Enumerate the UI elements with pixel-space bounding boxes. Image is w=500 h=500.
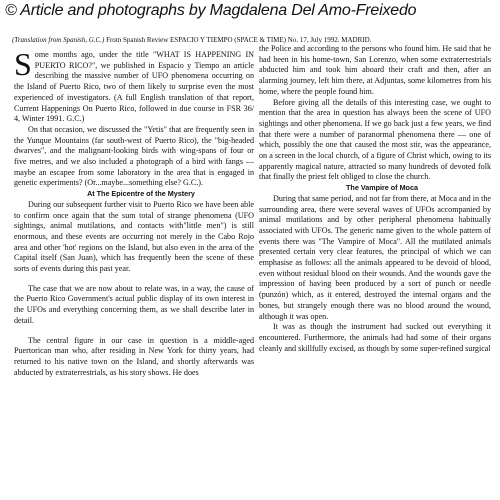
paragraph: It was as though the instrument had sucked out everything it encountered. Furthermore, the animals had had some of their organs cleanly and skillfully excised, as though by some super-refined surgical <box>259 322 491 353</box>
left-column <box>14 46 254 378</box>
section-heading: The Vampire of Moca <box>346 183 418 193</box>
paragraph: the Police and according to the persons who found him. He said that he had been in his home-town, San Lorenzo, when some extraterrestrials abducted him and took him aboard their craft and then, after an alarming journey, left him there, at Adjuntas, some kilometres from his home, where the people found him. <box>259 44 491 96</box>
intro-text: ome months ago, under the title "WHAT IS HAPPENING IN PUERTO RICO?", we published in Espacio y Tiempo an article describing the massive number of UFO phenomena occurring on the Island of Puerto Rico, two of them likely to surprise even the most experienced of investigators. (A full English translation of that report, Current Happenings On Puerto Rico, followed in due course in FSR 36/ 4, Winter 1991. G.C.) <box>14 50 254 124</box>
paragraph: The case that we are now about to relate was, in a way, the cause of the Puerto Rico Government's actual public display of its own interest in the UFOs and everything concerning them, as we shall describe later in detail. <box>14 283 254 325</box>
paragraph: The central figure in our case in question is a middle-aged Puertorican man who, after residing in New York for thirty years, had returned to his native town on the Island, and shortly afterwards was abducted by extraterrestrials, as his story shows. He does <box>14 335 254 377</box>
intro-paragraph <box>14 46 254 125</box>
section-heading: At The Epicentre of the Mystery <box>87 189 195 199</box>
right-column <box>259 44 491 354</box>
article-header: © Article and photographs by Magdalena Del Amo-Freixedo <box>5 2 417 19</box>
translation-note: (Translation from Spanish, G.C.) <box>12 36 105 44</box>
paragraph: During that same period, and not far from there, at Moca and in the surrounding area, there were several waves of UFOs accompanied by animal mutilations and by other peripheral phenomena habitually associated with UFOs. The generic name given to the whole pattern of events there was "The Vampire of Moca". All the mutilated animals presented certain very clear features, the principal of which we can emphasise as follows: all the animals appeared to be devoid of blood, even without residual blood on their wounds. And the wounds gave the impression of having been produced by a sort of punch or needle (punzón) which, as it entered, destroyed the internal organs and the bones, but strangely enough there was no blood around the wound, although it was open. <box>259 193 491 321</box>
paragraph: On that occasion, we discussed the "Yetis" that are frequently seen in the Yunque Mountains (far south-west of Puerto Rico), the "big-headed dwarves", and the malignant-looking birds with wing-spans of four or five metres, and we also included a photograph of a bird with fangs — maybe an escapee from some laboratory in the area that is engaged in genetic experiments? (Or...maybe...something else? G.C.). <box>14 124 254 188</box>
paragraph: Before giving all the details of this interesting case, we ought to mention that the area in question has always been the scene of UFO sightings and other phenomena. If we go back just a few years, we find that there were a number of paranormal phenomena there — one of which, possibly the one that caused the most stir, was the appearance, on a screen in the local church, of a figure of Christ which, owing to its apparently magical nature, attracted so many hundreds of devoted folk that finally the priest felt obliged to close the church. <box>259 97 491 182</box>
drop-cap: S <box>14 46 32 82</box>
source-note: From Spanish Review ESPACIO Y TIEMPO (SPACE & TIME) No. 17, July 1992. MADRID. <box>104 36 372 44</box>
paragraph: During our subsequent further visit to Puerto Rico we have been able to confirm once again that the sum total of strange phenomena (UFO sightings, animal mutilations, and contacts with"little men") is still enormous, and these events are occurring not merely in the Cabo Rojo area and other 'hot' regions on the Island, but also even in the area of the Capital itself (San Juan), which has frequently been the scene of these sorts of events during this past year. <box>14 199 254 274</box>
